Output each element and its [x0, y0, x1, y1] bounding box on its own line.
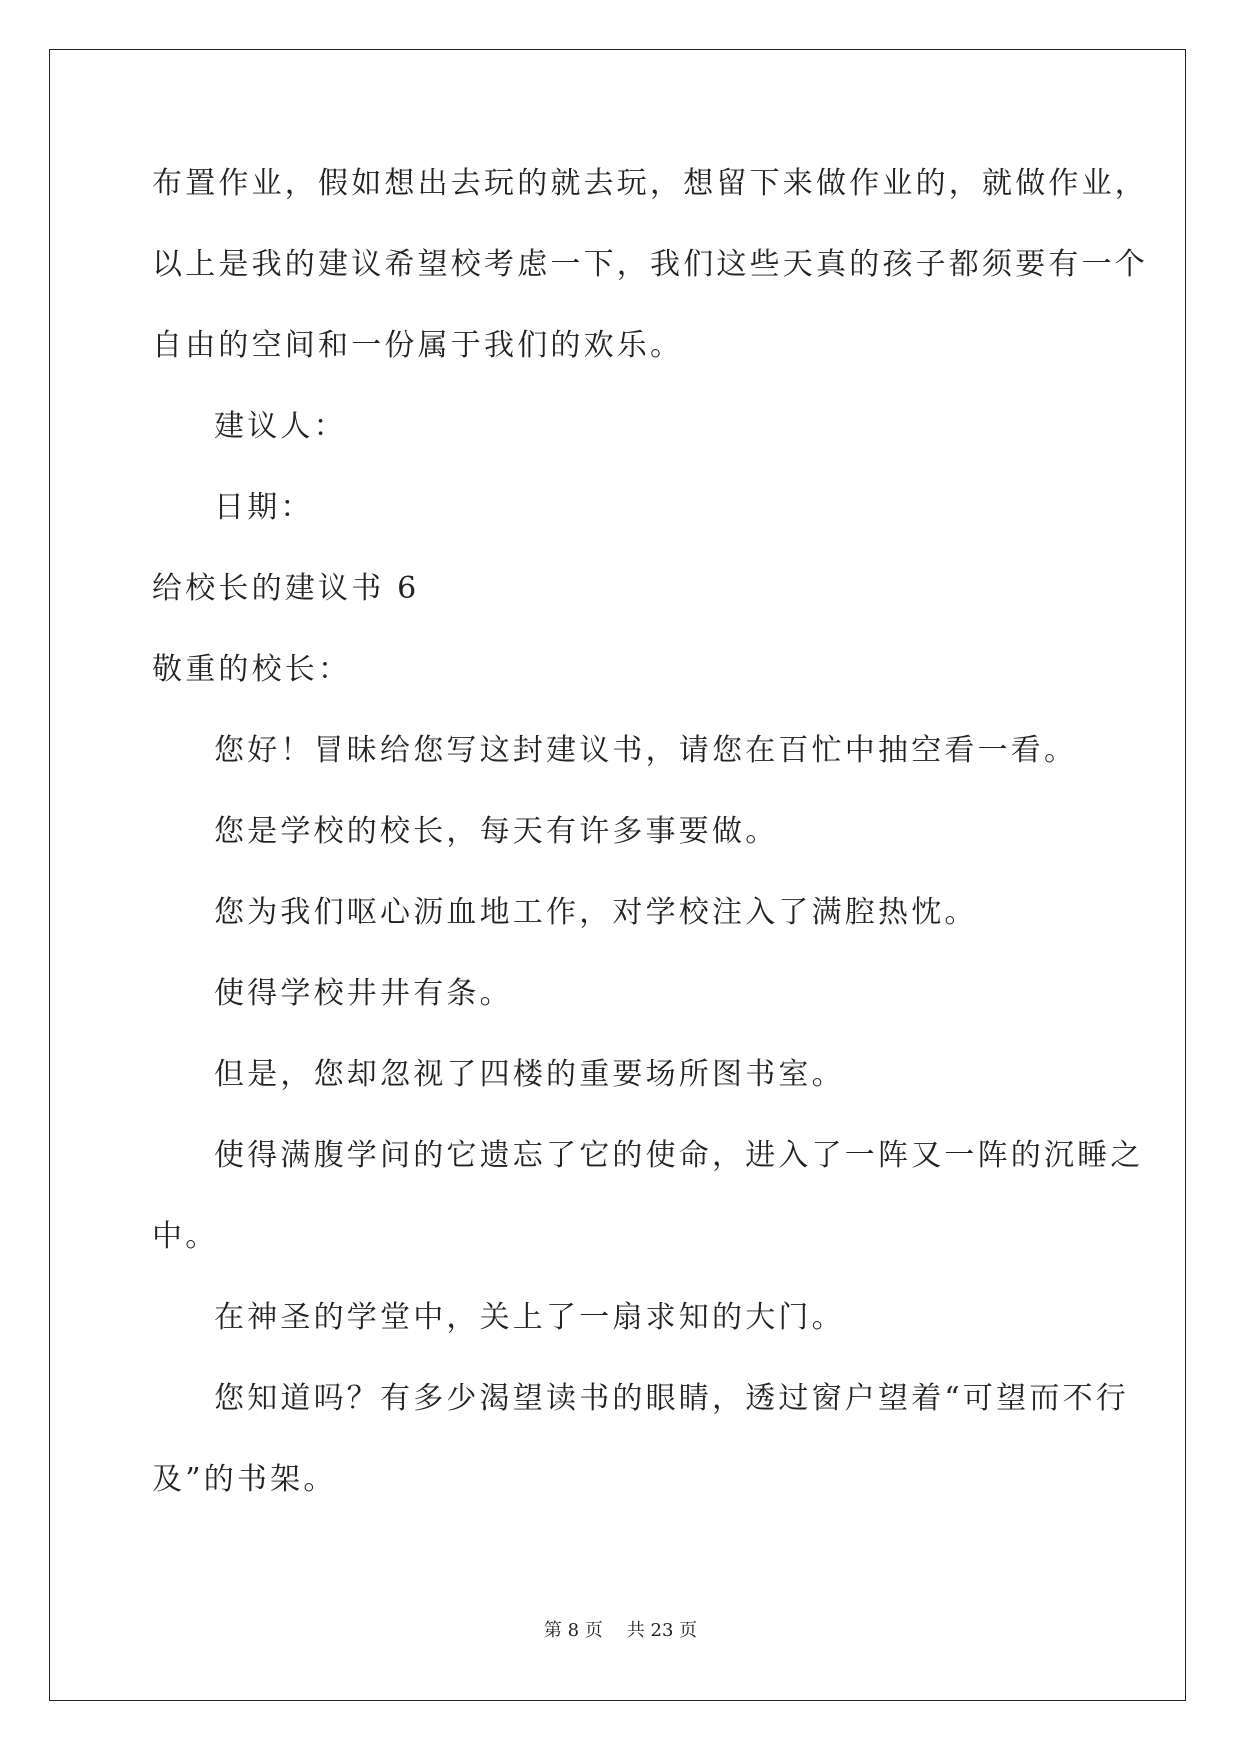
text-line-8: 您好！冒昧给您写这封建议书，请您在百忙中抽空看一看。	[214, 733, 1078, 768]
text-line-9: 您是学校的校长，每天有许多事要做。	[214, 814, 779, 849]
salutation: 敬重的校长：	[152, 652, 352, 687]
text-line-12: 但是，您却忽视了四楼的重要场所图书室。	[214, 1057, 845, 1092]
text-line-1: 布置作业，假如想出去玩的就去玩，想留下来做作业的，就做作业，	[152, 166, 1148, 201]
page-footer	[0, 1616, 1241, 1642]
text-line-11: 使得学校井井有条。	[214, 976, 513, 1011]
proposer-label: 建议人：	[214, 409, 347, 444]
text-line-14: 中。	[152, 1219, 219, 1254]
date-label: 日期：	[214, 490, 314, 525]
text-line-17: 及”的书架。	[152, 1462, 337, 1497]
document-body	[152, 160, 1148, 1537]
text-line-10: 您为我们呕心沥血地工作，对学校注入了满腔热忱。	[214, 895, 978, 930]
page-number: 第 8 页	[543, 1620, 603, 1641]
text-line-3: 自由的空间和一份属于我们的欢乐。	[152, 328, 684, 363]
page-total: 共 23 页	[626, 1620, 698, 1641]
text-line-15: 在神圣的学堂中，关上了一扇求知的大门。	[214, 1300, 845, 1335]
text-line-13: 使得满腹学问的它遗忘了它的使命，进入了一阵又一阵的沉睡之	[214, 1138, 1144, 1173]
text-line-2: 以上是我的建议希望校考虑一下，我们这些天真的孩子都须要有一个	[152, 247, 1148, 282]
section-title: 给校长的建议书 6	[152, 571, 420, 606]
text-line-16: 您知道吗？有多少渴望读书的眼睛，透过窗户望着“可望而不行	[214, 1381, 1129, 1416]
